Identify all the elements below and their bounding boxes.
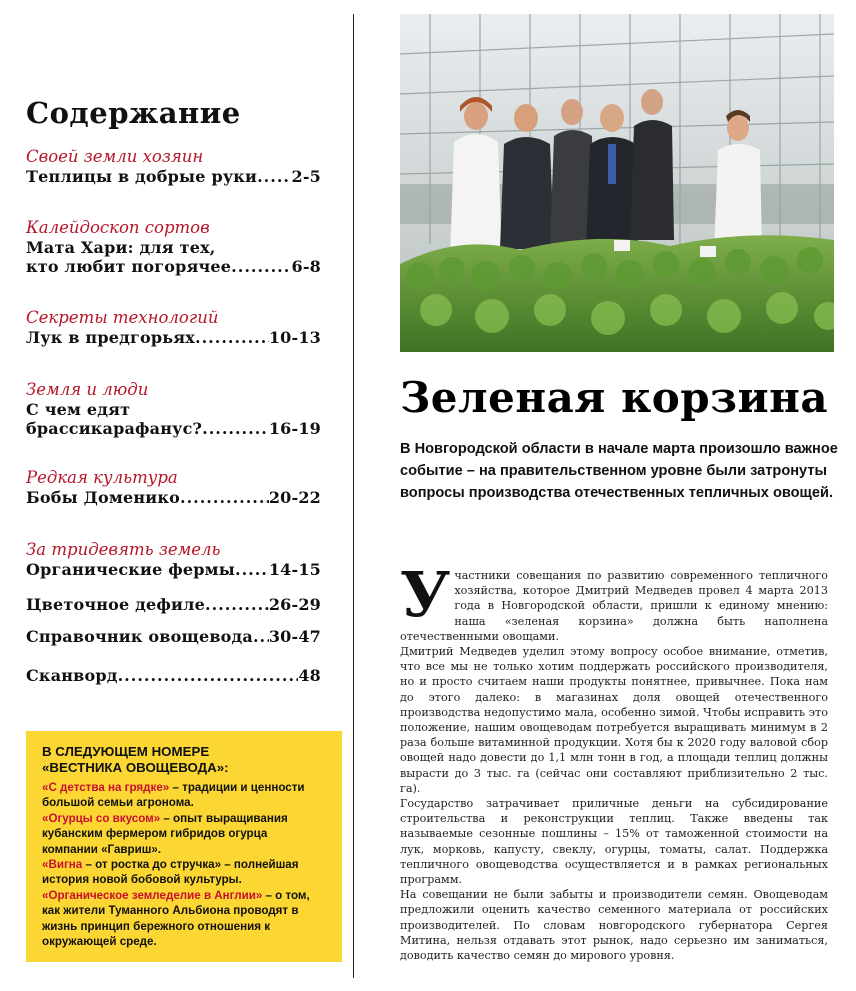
article-headline: Зеленая корзина: [400, 373, 829, 422]
toc-entry[interactable]: Лук в предгорьях ..... 10-13: [26, 328, 321, 347]
next-issue-item[interactable]: «Огурцы со вкусом» – опыт выращивания кубанским фермером гибридов огурца компании «Гавриш».: [42, 811, 288, 856]
toc-page: 14-15: [268, 560, 321, 579]
article-body: [400, 558, 828, 963]
toc-page: 2-5: [291, 167, 321, 186]
toc-section-5[interactable]: [26, 468, 321, 507]
toc-category: Редкая культура: [26, 468, 178, 487]
next-issue-item[interactable]: «Вигна – от ростка до стручка» – полнейшая история новой бобовой культуры.: [42, 858, 299, 887]
next-issue-item[interactable]: «Органическое земледелие в Англии» – о том, как жители Туманного Альбиона проводят в жизнь принцип бережного отношения к окружающей среде.: [42, 888, 310, 949]
toc-entry[interactable]: Сканворд ..... 48: [26, 666, 321, 685]
toc-section-9[interactable]: [26, 666, 321, 685]
toc-entry[interactable]: кто любит погорячее ..... 6-8: [26, 257, 321, 276]
toc-page: 26-29: [268, 595, 321, 614]
next-issue-box: [26, 731, 342, 962]
article-paragraph: Дмитрий Медведев уделил этому вопросу особое внимание, отметив, что все мы не только хотим поддержать российского производителя, но и просто считаем наши продукты понятнее, привычнее. Пока нам до этого далеко: в магазинах доля овощей отечественного производства недопустимо мала, особенно зимой. Чтобы исправить это положение, нашим овощеводам потребуется выращивать минимум в 2 раза больше витаминной продукции. Хотя бы к 2020 году валовой сбор овощей надо довести до 1,1 млн тонн в год, а площади теплиц должны вырасти до 3 тыс. га (сейчас они составляют приблизительно 2 тыс. га).: [400, 645, 828, 795]
toc-section-4[interactable]: [26, 380, 321, 438]
drop-cap: У: [400, 558, 451, 631]
greenhouse-photo: [400, 14, 834, 352]
toc-title: Содержание: [26, 96, 241, 130]
toc-page: 48: [298, 666, 321, 685]
next-issue-list: [42, 780, 326, 949]
toc-entry-line: С чем едят: [26, 400, 131, 419]
toc-page: 20-22: [268, 488, 321, 507]
toc-category: Своей земли хозяин: [26, 147, 204, 166]
toc-entry[interactable]: брассикарафанус? ..... 16-19: [26, 419, 321, 438]
toc-section-2[interactable]: [26, 218, 321, 276]
article-paragraph: Государство затрачивает приличные деньги на субсидирование строительства и реконструкции теплиц. Также введены так называемые сезонные пошлины – 15% от таможенной стоимости на лук, морковь, капусту, свеклу, огурцы, томаты, салат. Поддержка тепличного овощеводства осуществляется и в рамках региональных программ.: [400, 797, 828, 887]
toc-category: Калейдоскоп сортов: [26, 218, 210, 237]
toc-entry-line: Мата Хари: для тех,: [26, 238, 216, 257]
toc-section-8[interactable]: [26, 627, 321, 646]
next-issue-heading: В СЛЕДУЮЩЕМ НОМЕРЕ «ВЕСТНИКА ОВОЩЕВОДА»:: [42, 744, 229, 775]
toc-page: 30-47: [268, 627, 321, 646]
toc-category: Секреты технологий: [26, 308, 219, 327]
toc-entry[interactable]: Справочник овощевода ..... 30-47: [26, 627, 321, 646]
article-paragraph: Участники совещания по развитию современного тепличного хозяйства, которое Дмитрий Медведев провел 4 марта 2013 года в Новгородской области, пришли к единому мнению: наша «зеленая корзина» должна быть наполнена отечественными овощами.: [400, 558, 828, 643]
article-lead: В Новгородской области в начале марта произошло важное событие – на правительственном уровне были затронуты вопросы производства отечественных тепличных овощей.: [400, 441, 838, 501]
toc-page: 6-8: [291, 257, 321, 276]
toc-section-1[interactable]: [26, 147, 321, 186]
toc-category: Земля и люди: [26, 380, 149, 399]
toc-page: 16-19: [268, 419, 321, 438]
toc-entry[interactable]: Органические фермы ..... 14-15: [26, 560, 321, 579]
toc-section-6[interactable]: [26, 540, 321, 579]
toc-page: 10-13: [268, 328, 321, 347]
toc-category: За тридевять земель: [26, 540, 221, 559]
article-paragraph: На совещании не были забыты и производители семян. Овощеводам предложили оценить качество семенного материала от российских производителей. По словам новгородского губернатора Сергея Митина, нельзя отдавать этот рынок, надо серьезно им заниматься, доводить качество семян до мирового уровня.: [400, 888, 828, 963]
column-divider: [353, 14, 354, 978]
toc-section-7[interactable]: [26, 595, 321, 614]
toc-entry[interactable]: Бобы Доменико ..... 20-22: [26, 488, 321, 507]
toc-entry[interactable]: Теплицы в добрые руки ..... 2-5: [26, 167, 321, 186]
toc-entry[interactable]: Цветочное дефиле ..... 26-29: [26, 595, 321, 614]
toc-section-3[interactable]: [26, 308, 321, 347]
next-issue-item[interactable]: «С детства на грядке» – традиции и ценности большой семьи агронома.: [42, 781, 305, 810]
